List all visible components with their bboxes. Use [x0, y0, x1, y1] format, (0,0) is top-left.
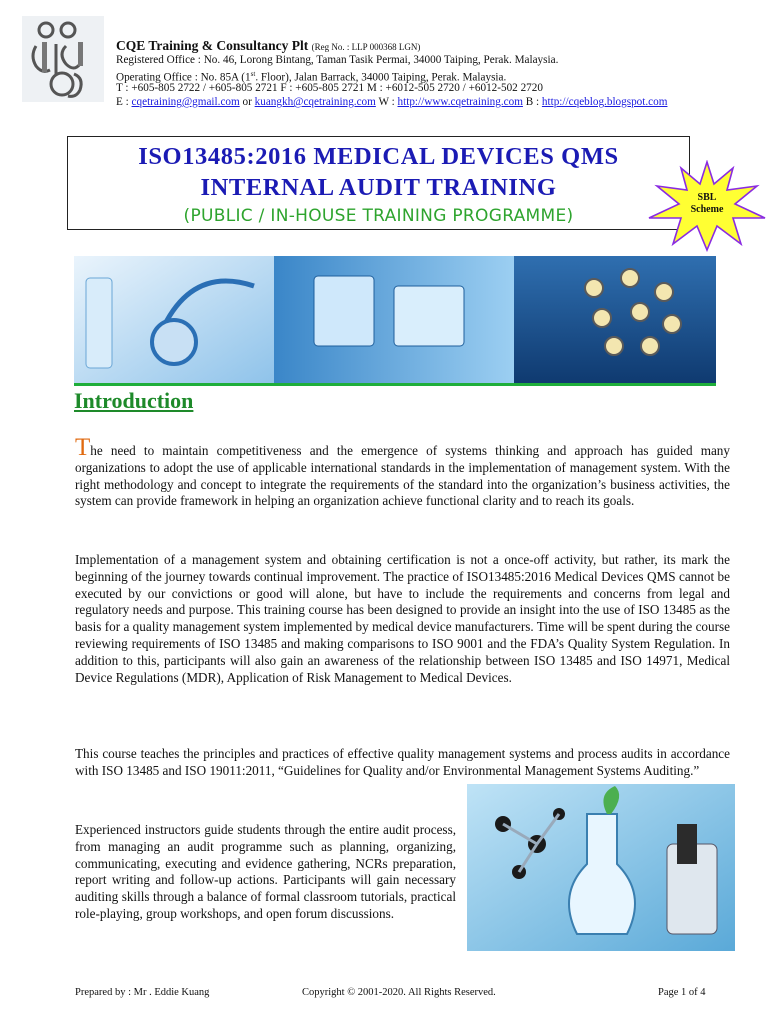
contact-links: E : cqetraining@gmail.com or kuangkh@cqetraining.com W : http://www.cqetraining.com B : http://cqeblog.blogspot.com — [116, 96, 668, 108]
company-name: CQE Training & Consultancy Plt (Reg No. : LLP 000368 LGN) — [116, 38, 421, 53]
operating-office: Operating Office : No. 85A (1st. Floor), Jalan Barrack, 34000 Taiping, Perak. Malaysia. — [116, 70, 507, 84]
intro-paragraph-1: The need to maintain competitiveness and the emergence of systems thinking and approach has guided many organizations to adopt the use of applicable international standards in the implementation of management system. With the right methodology and concept to integrate the requirements of the standard into the organization’s business activities, the system can provide framework in helping an organization achieve functional clarity and to reach its goals. — [75, 434, 730, 509]
intro-paragraph-3: This course teaches the principles and practices of effective quality management systems and process audits in accordance with ISO 13485 and ISO 19011:2011, “Guidelines for Quality and/or Environmental Management Systems Auditing.” — [75, 746, 730, 778]
introduction-heading: Introduction — [74, 388, 194, 413]
page-number: Page 1 of 4 — [658, 987, 706, 998]
email-link-kuangkh[interactable]: kuangkh@cqetraining.com — [254, 96, 376, 108]
prepared-by: Prepared by : Mr . Eddie Kuang — [75, 987, 210, 998]
sbl-scheme-badge: SBL Scheme — [690, 192, 724, 215]
intro-paragraph-4: Experienced instructors guide students through the entire audit process, from managing an audit programme such as planning, organizing, communicating, executing and evidence gathering, NCRs preparation, report writing and follow-up actions. Participants will gain necessary auditing skills through a balance of formal classroom tutorials, practical role-playing, group workshops, and open forum discussions. — [75, 822, 456, 921]
copyright: Copyright © 2001-2020. All Rights Reserved. — [302, 987, 496, 998]
section-divider — [74, 383, 716, 386]
phone-numbers: T : +605-805 2722 / +605-805 2721 F : +605-805 2721 M : +6012-505 2720 / +6012-502 2720 — [116, 82, 543, 94]
intro-paragraph-2: Implementation of a management system and obtaining certification is not a once-off activity, but rather, its mark the beginning of the journey towards continual improvement. The practice of ISO13485:2016 Medical Devices QMS cannot be executed by our convictions or good will alone, but have to include the requirements and concerns from legal and regulatory needs and purpose. This training course has been designed to provide an insight into the use of ISO 13485 as the basis for a quality management system implemented by medical device manufacturers. Time will be spent during the course reviewing requirements of ISO 13485 and making comparisons to ISO 9001 and the FDA’s Quality System Regulation. In addition to this, participants will also gain an awareness of the relationship between ISO 13485 and ISO 14971, Medical Device Regulations (MDR), Application of Risk Management to Medical Devices. — [75, 552, 730, 685]
drop-cap: T — [75, 434, 91, 461]
blog-link[interactable]: http://cqeblog.blogspot.com — [541, 96, 668, 108]
registered-office: Registered Office : No. 46, Lorong Bintang, Taman Tasik Permai, 34000 Taiping, Perak. Malaysia. — [116, 54, 559, 66]
website-link[interactable]: http://www.cqetraining.com — [397, 96, 523, 108]
course-title-line2: INTERNAL AUDIT TRAINING — [200, 174, 557, 201]
medical-banner-image — [74, 256, 716, 383]
registration-number: (Reg No. : LLP 000368 LGN) — [311, 42, 421, 52]
cqe-logo-icon — [22, 16, 104, 102]
course-subtitle: (PUBLIC / IN-HOUSE TRAINING PROGRAMME) — [183, 206, 574, 226]
laboratory-image — [467, 784, 735, 951]
course-title-line1: ISO13485:2016 MEDICAL DEVICES QMS — [138, 143, 619, 170]
email-link-cqetraining[interactable]: cqetraining@gmail.com — [131, 96, 240, 108]
